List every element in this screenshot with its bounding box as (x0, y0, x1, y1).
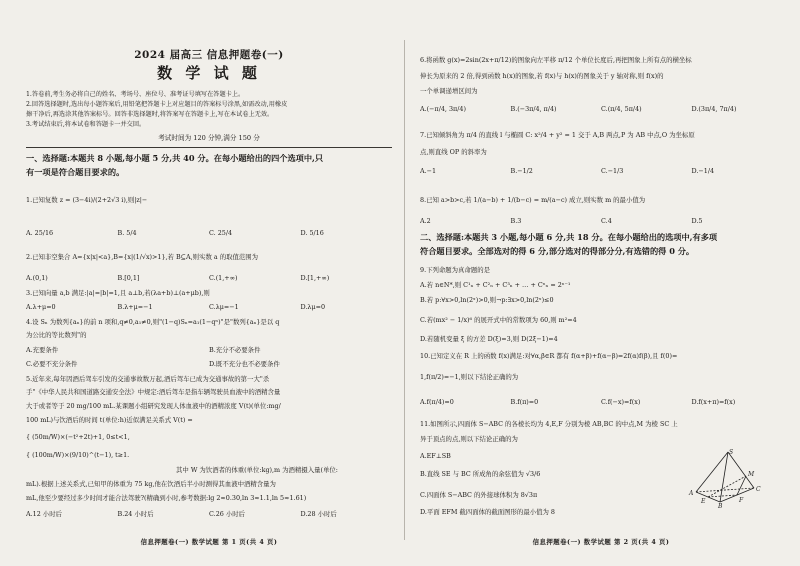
question-9: 9.下列命题为真命题的是 (420, 266, 491, 274)
edge-sa (696, 452, 728, 492)
q2-option-c: C.(1,+∞) (209, 274, 238, 282)
question-7-options (420, 167, 782, 175)
question-4-options-row1 (26, 346, 392, 354)
question-10-line2: 1,f(π/2)=−1,则以下结论正确的为 (420, 373, 519, 381)
question-5-line4: 100 mL)与饮酒后的时间 t(单位:h)近似满足关系式 V(t) = (26, 416, 193, 424)
question-1-options (26, 229, 392, 237)
label-s: S (729, 449, 734, 456)
q7-option-c: C.−1/3 (601, 167, 624, 175)
section2-heading: 二、选择题:本题共 3 小题,每小题 6 分,共 18 分。在每小题给出的选项中,有多项 (420, 232, 718, 242)
page-footer-left: 信息押题卷(一) 数学试题 第 1 页(共 4 页) (140, 538, 278, 546)
q8-option-a: A.2 (420, 217, 431, 225)
q7-option-a: A.−1 (420, 167, 437, 175)
q3-option-d: D.λμ=0 (300, 303, 326, 311)
exam-title: 2024 届高三 信息押题卷(一) (134, 49, 284, 61)
q10-option-b: B.f(π)=0 (510, 398, 539, 406)
section2-heading-cont: 符合题目要求。全部选对的得 6 分,部分选对的得部分分,有选错的得 0 分。 (420, 246, 695, 256)
question-3: 3.已知向量 a,b 满足:|a|=|b|=1,且 a⊥b,若(λa+b)⊥(a+μb),则 (26, 289, 210, 297)
question-8: 8.已知 a>b>c,若 1/(a−b) + 1/(b−c) = m/(a−c) 成立,则实数 m 的最小值为 (420, 196, 646, 204)
q4-option-d: D.既不充分也不必要条件 (209, 360, 280, 368)
question-8-options (420, 217, 782, 225)
q1-option-d: D. 5/16 (300, 229, 324, 237)
question-5-options (26, 510, 392, 518)
q6-option-d: D.(3π/4, 7π/4) (691, 105, 737, 113)
tetrahedron-figure (688, 448, 764, 508)
instruction-1: 1.答卷前,考生务必将自己的姓名、考场号、座位号、准考证号填写在答题卡上。 (26, 91, 245, 98)
q10-option-a: A.f(π/4)=0 (420, 398, 454, 406)
q3-option-a: A.λ+μ=0 (26, 303, 56, 311)
question-7: 7.已知倾斜角为 π/4 的直线 l 与椭圆 C: x²/4 + y² = 1 交于 A,B 两点,P 为 AB 中点,O 为坐标原 (420, 131, 695, 139)
instruction-2: 2.回答选择题时,选出每小题答案后,用铅笔把答题卡上对应题目的答案标号涂黑,如需改动,用橡皮 (26, 101, 288, 108)
page-left (26, 0, 392, 566)
q1-option-a: A. 25/16 (26, 229, 54, 237)
q5-option-a: A.12 小时后 (26, 510, 62, 518)
q9-option-b: B.若 p:∀x>0,ln(2ˣ)>0,则¬p:∃x>0,ln(2ˣ)≤0 (420, 296, 554, 304)
page-divider (404, 40, 405, 540)
q1-option-c: C. 25/4 (209, 229, 233, 237)
q7-option-d: D.−1/4 (691, 167, 715, 175)
label-e: E (701, 498, 706, 505)
q4-option-b: B.充分不必要条件 (209, 346, 261, 354)
question-6-line3: 一个单调递增区间为 (420, 87, 478, 95)
q5-option-c: C.26 小时后 (209, 510, 246, 518)
formula-case-1: { (50m/W)×(−t²+2t)+1, 0≤t<1, (26, 433, 130, 441)
section1-heading: 一、选择题:本题共 8 小题,每小题 5 分,共 40 分。在每小题给出的四个选项中,只 (26, 153, 324, 163)
question-5-line2: 手"《中华人民共和国道路交通安全法》中规定:酒后驾车是指车辆驾驶员血液中的酒精含量 (26, 388, 281, 396)
page-right (420, 0, 782, 566)
q9-option-d: D.若随机变量 ξ 的方差 D(ξ)=3,则 D(2ξ−1)=4 (420, 335, 558, 343)
q8-option-d: D.5 (691, 217, 703, 225)
q2-option-b: B.[0,1] (117, 274, 140, 282)
q5-option-b: B.24 小时后 (117, 510, 154, 518)
q4-option-c: C.必要不充分条件 (26, 360, 78, 368)
question-3-options (26, 303, 392, 311)
q6-option-c: C.(π/4, 5π/4) (601, 105, 642, 113)
q11-option-a: A.EF⊥SB (420, 452, 451, 460)
q8-option-c: C.4 (601, 217, 612, 225)
q2-option-a: A.(0,1) (26, 274, 48, 282)
question-7-line2: 点,则直线 OP 的斜率为 (420, 148, 487, 156)
question-5-line7: mL,他至少要经过多少时间才能合法驾驶?(精确到小时,参考数据:lg 2≈0.30,ln 3≈1.1,ln 5≈1.61) (26, 494, 307, 502)
question-5-line3: 大于或者等于 20 mg/100 mL.某课题小组研究发现人体血液中的酒精浓度 V(t)(单位:mg/ (26, 402, 281, 410)
q8-option-b: B.3 (510, 217, 522, 225)
q10-option-d: D.f(x+π)=f(x) (691, 398, 736, 406)
label-f: F (739, 497, 744, 504)
question-5-line5: 其中 W 为饮酒者的体重(单位:kg),m 为酒精摄入量(单位: (176, 466, 338, 474)
question-4-options-row2 (26, 360, 392, 368)
edge-sc (728, 452, 754, 488)
question-2-options (26, 274, 392, 282)
q3-option-c: C.λμ=−1 (209, 303, 239, 311)
q9-option-a: A.若 n∈N*,则 C¹ₙ + C²ₙ + C³ₙ + … + Cⁿₙ = 2ⁿ⁻¹ (420, 281, 571, 289)
edge-sb (720, 452, 728, 502)
question-11-line2: 异于顶点的点,则以下结论正确的为 (420, 435, 518, 443)
q7-option-b: B.−1/2 (510, 167, 533, 175)
q1-option-b: B. 5/4 (117, 229, 137, 237)
q2-option-d: D.[1,+∞) (300, 274, 330, 282)
section1-heading-cont: 有一项是符合题目要求的。 (26, 167, 125, 177)
question-4-cont: 为公比的等比数列"的 (26, 331, 87, 339)
question-2: 2.已知非空集合 A={x|x|<a},B={x|(1/√x)>1},若 B⊆A,则实数 a 的取值范围为 (26, 253, 259, 261)
question-6-options (420, 105, 782, 113)
label-a: A (689, 490, 694, 497)
q11-option-d: D.平面 EFM 截四面体的截面图形的最小值为 8 (420, 508, 555, 516)
instruction-3: 3.考试结束后,将本试卷和答题卡一并交回。 (26, 121, 146, 128)
formula-case-2: { (100m/W)×(9/10)^(t−1), t≥1. (26, 451, 130, 459)
question-11: 11.如图所示,四面体 S−ABC 的各棱长均为 4,E,F 分别为棱 AB,BC 的中点,M 为棱 SC 上 (420, 420, 678, 428)
q6-option-a: A.(−π/4, 3π/4) (420, 105, 466, 113)
question-4: 4.设 Sₙ 为数列{aₙ}的前 n 项和,q≠0,a₁≠0,则"(1−q)Sₙ=a₁(1−qⁿ)"是"数列{aₙ}是以 q (26, 318, 280, 326)
q4-option-a: A.充要条件 (26, 346, 59, 354)
label-m: M (748, 471, 755, 478)
time-note: 考试时间为 120 分钟,满分 150 分 (158, 134, 260, 142)
q10-option-c: C.f(−x)=f(x) (601, 398, 641, 406)
question-6-line2: 伸长为原来的 2 倍,得到函数 h(x)的图象,若 f(x)与 h(x)的图象关于 y 轴对称,则 f(x)的 (420, 72, 664, 80)
q11-option-b: B.直线 SE 与 BC 所成角的余弦值为 √3/6 (420, 470, 541, 478)
question-5: 5.近年来,每年因酒后驾车引发的交通事故数万起,酒后驾车已成为交通事故的第一大"杀 (26, 375, 270, 383)
label-b: B (718, 503, 723, 508)
question-6: 6.将函数 g(x)=2sin(2x+π/12)的图象向左平移 π/12 个单位长度后,再把图象上所有点的横坐标 (420, 56, 692, 64)
q3-option-b: B.λ+μ=−1 (117, 303, 153, 311)
subject-title: 数 学 试 题 (157, 64, 261, 82)
question-10-options (420, 398, 782, 406)
q5-option-d: D.28 小时后 (300, 510, 337, 518)
q9-option-c: C.若(mx² − 1/x)⁶ 的展开式中的常数项为 60,则 m²=4 (420, 316, 577, 324)
page-footer-right: 信息押题卷(一) 数学试题 第 2 页(共 4 页) (532, 538, 670, 546)
q11-option-c: C.四面体 S−ABC 的外接球体积为 8√3π (420, 491, 538, 499)
question-5-line6: mL).根据上述关系式,已知甲的体重为 75 kg,他在饮酒后半小时测得其血液中酒精含量为 (26, 480, 276, 488)
instruction-2-cont: 擦干净后,再选涂其他答案标号。回答非选择题时,将答案写在答题卡上,写在本试卷上无效。 (26, 111, 274, 118)
header-rule (26, 147, 392, 148)
label-c: C (756, 486, 761, 493)
question-10: 10.已知定义在 R 上的函数 f(x)满足:对∀α,β∈R 都有 f(α+β)+f(α−β)=2f(α)f(β),且 f(0)= (420, 352, 678, 360)
question-1: 1.已知复数 z = (3−4i)/(2+2√3 i),则|z|− (26, 196, 148, 204)
q6-option-b: B.(−3π/4, π/4) (510, 105, 557, 113)
